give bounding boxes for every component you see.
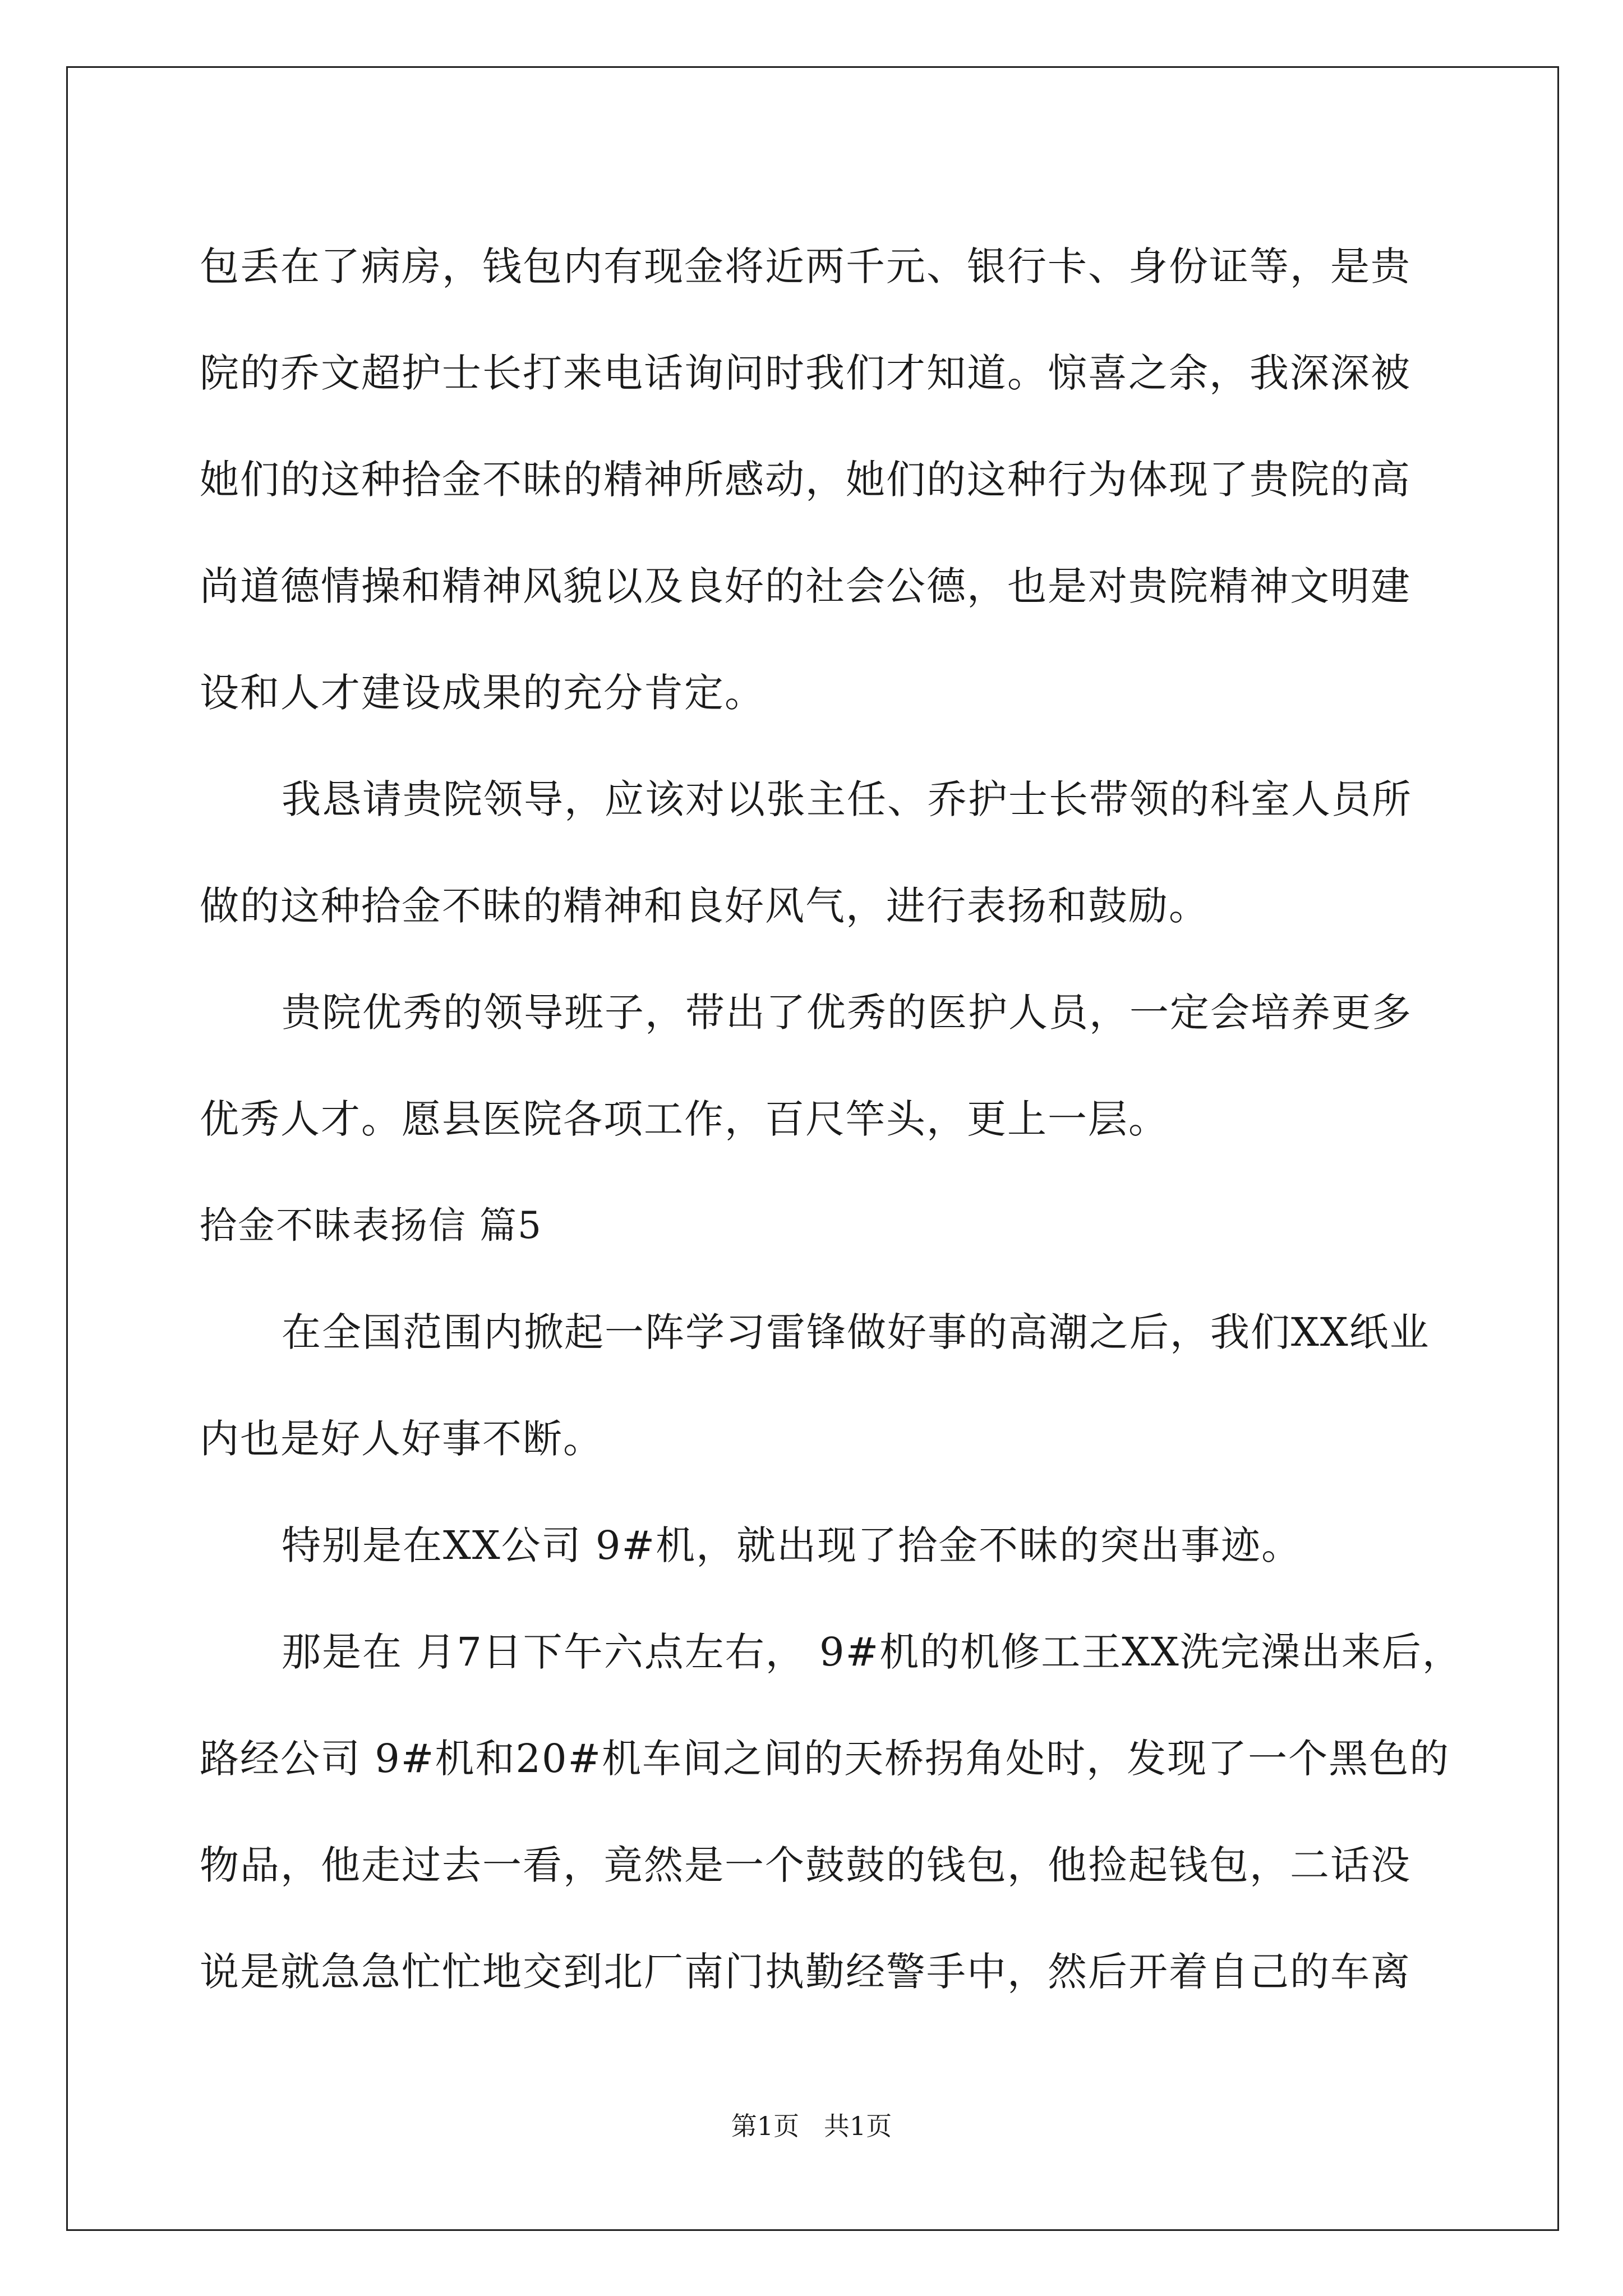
text-line: 包丢在了病房，钱包内有现金将近两千元、银行卡、身份证等，是贵 <box>200 243 1411 289</box>
text-line: 特别是在XX公司 9#机，就出现了拾金不昧的突出事迹。 <box>282 1522 1302 1568</box>
text-line: 我恳请贵院领导，应该对以张主任、乔护士长带领的科室人员所 <box>282 776 1412 822</box>
text-line: 那是在 月7日下午六点左右， 9#机的机修工王XX洗完澡出来后， <box>282 1629 1463 1675</box>
text-line: 优秀人才。愿县医院各项工作，百尺竿头，更上一层。 <box>200 1096 1169 1142</box>
text-line: 内也是好人好事不断。 <box>200 1416 603 1462</box>
document-body <box>200 213 1463 2025</box>
section-heading: 拾金不昧表扬信 篇5 <box>200 1204 542 1247</box>
text-line: 院的乔文超护士长打来电话询问时我们才知道。惊喜之余，我深深被 <box>200 350 1411 396</box>
text-line: 她们的这种拾金不昧的精神所感动，她们的这种行为体现了贵院的高 <box>200 457 1411 503</box>
text-line: 设和人才建设成果的充分肯定。 <box>200 670 765 716</box>
text-line: 路经公司 9#机和20#机车间之间的天桥拐角处时，发现了一个黑色的 <box>200 1736 1450 1782</box>
text-line: 在全国范围内掀起一阵学习雷锋做好事的高潮之后，我们XX纸业 <box>282 1309 1430 1355</box>
text-line: 尚道德情操和精神风貌以及良好的社会公德，也是对贵院精神文明建 <box>200 563 1411 609</box>
text-line: 说是就急急忙忙地交到北厂南门执勤经警手中，然后开着自己的车离 <box>200 1949 1411 1995</box>
page-number-footer: 第1页 共1页 <box>731 2111 892 2141</box>
text-line: 物品，他走过去一看，竟然是一个鼓鼓的钱包，他捡起钱包，二话没 <box>200 1842 1411 1888</box>
text-line: 做的这种拾金不昧的精神和良好风气，进行表扬和鼓励。 <box>200 883 1209 929</box>
text-line: 贵院优秀的领导班子，带出了优秀的医护人员，一定会培养更多 <box>282 990 1412 1036</box>
